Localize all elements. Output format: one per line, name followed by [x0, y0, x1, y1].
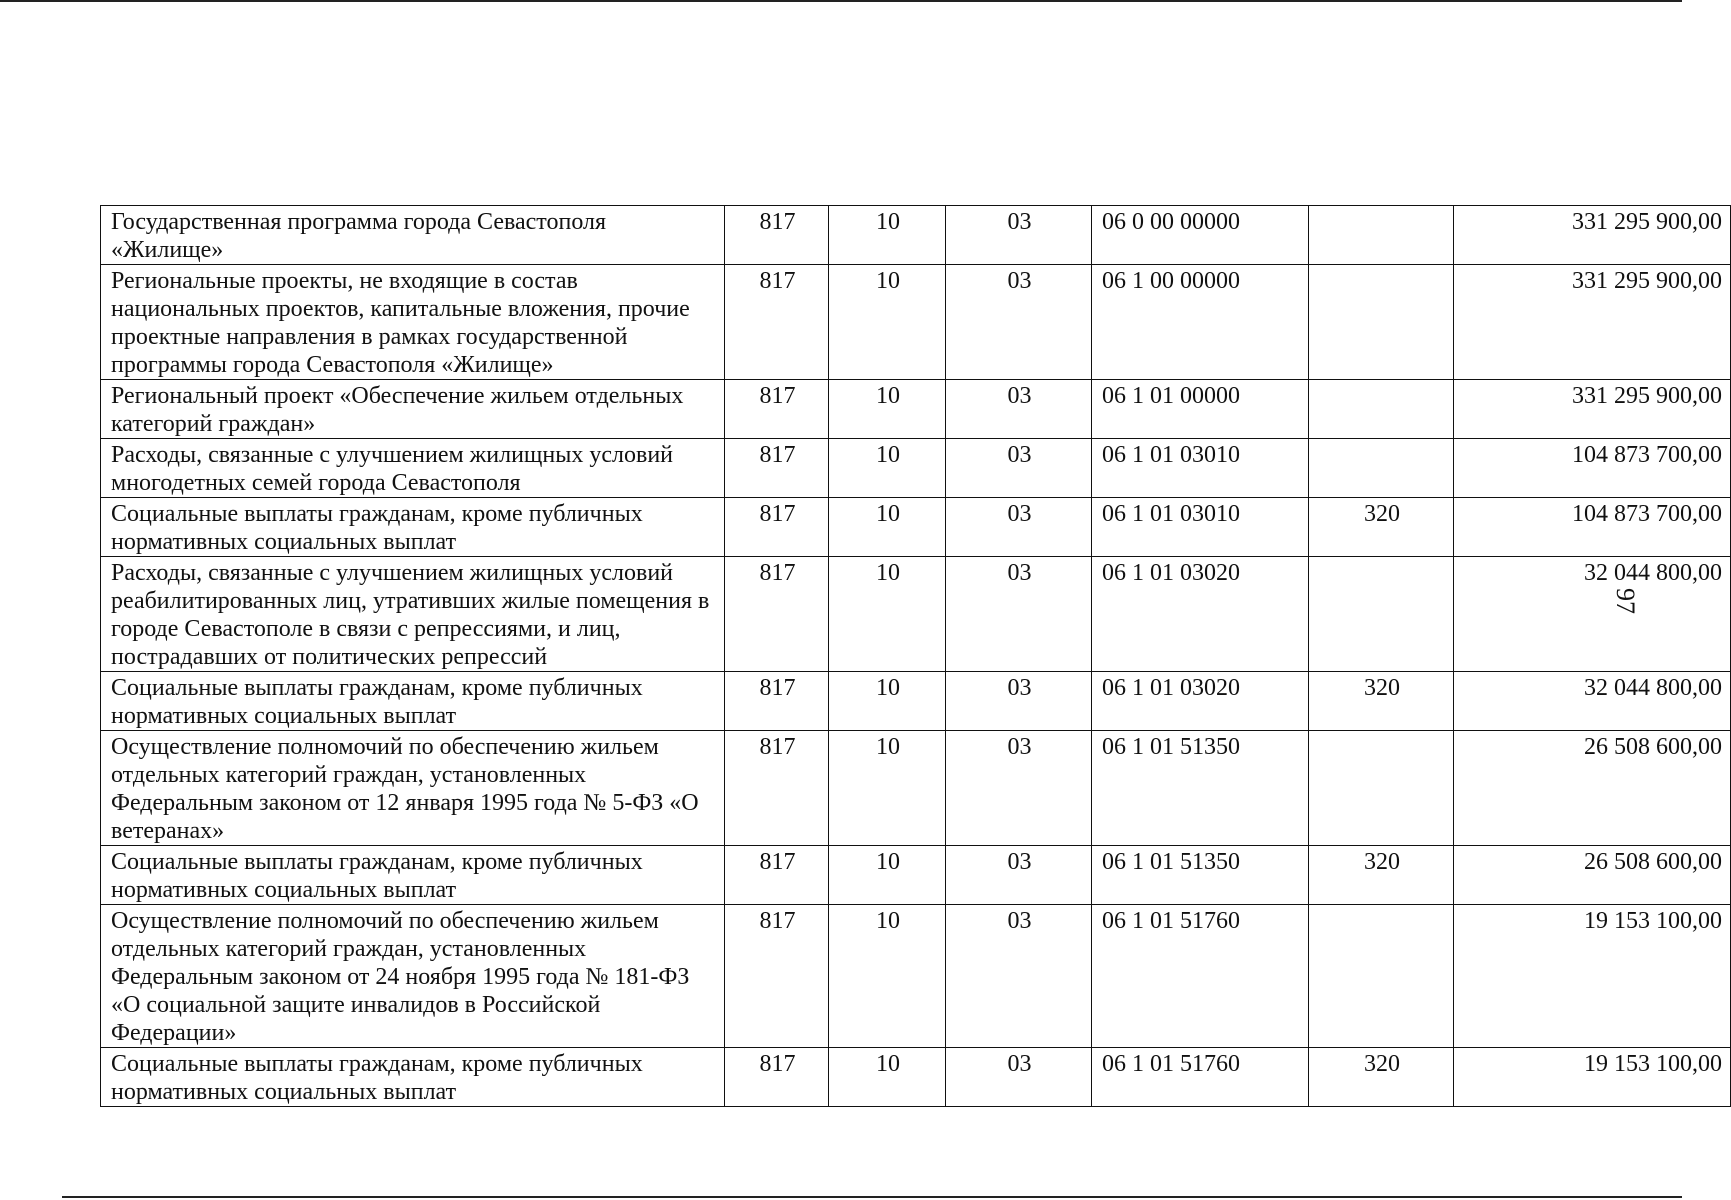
subsection-code-cell: 03 [946, 731, 1092, 846]
expense-type-cell [1309, 206, 1454, 265]
amount-cell: 104 873 700,00 [1454, 498, 1731, 557]
section-code-cell: 10 [829, 672, 946, 731]
table-row [101, 380, 1731, 439]
target-article-cell: 06 1 01 03010 [1092, 439, 1309, 498]
expense-type-cell [1309, 439, 1454, 498]
amount-cell: 104 873 700,00 [1454, 439, 1731, 498]
target-article-cell: 06 1 01 03020 [1092, 672, 1309, 731]
target-article-cell: 06 1 01 51760 [1092, 905, 1309, 1048]
table-row [101, 498, 1731, 557]
amount-cell: 331 295 900,00 [1454, 380, 1731, 439]
target-article-cell: 06 1 01 51350 [1092, 846, 1309, 905]
table-row [101, 1048, 1731, 1107]
expense-name-cell: Региональные проекты, не входящие в состав национальных проектов, капитальные вложения, прочие проектные направления в рамках государственной программы города Севастополя «Жилище» [101, 265, 725, 380]
page-bottom-border [62, 1196, 1682, 1198]
table-row [101, 905, 1731, 1048]
subsection-code-cell: 03 [946, 672, 1092, 731]
target-article-cell: 06 0 00 00000 [1092, 206, 1309, 265]
admin-code-cell: 817 [725, 206, 829, 265]
admin-code-cell: 817 [725, 498, 829, 557]
amount-cell: 26 508 600,00 [1454, 731, 1731, 846]
table-row [101, 439, 1731, 498]
expense-type-cell: 320 [1309, 672, 1454, 731]
admin-code-cell: 817 [725, 557, 829, 672]
section-code-cell: 10 [829, 846, 946, 905]
target-article-cell: 06 1 01 51760 [1092, 1048, 1309, 1107]
table-row [101, 265, 1731, 380]
admin-code-cell: 817 [725, 731, 829, 846]
admin-code-cell: 817 [725, 672, 829, 731]
amount-cell: 19 153 100,00 [1454, 1048, 1731, 1107]
section-code-cell: 10 [829, 498, 946, 557]
admin-code-cell: 817 [725, 439, 829, 498]
page-top-border [0, 0, 1682, 2]
section-code-cell: 10 [829, 905, 946, 1048]
amount-cell: 32 044 800,00 [1454, 557, 1731, 672]
expense-name-cell: Осуществление полномочий по обеспечению жильем отдельных категорий граждан, установленных Федеральным законом от 24 ноября 1995 года № 181-ФЗ «О социальной защите инвалидов в Российской Федерации» [101, 905, 725, 1048]
section-code-cell: 10 [829, 206, 946, 265]
admin-code-cell: 817 [725, 905, 829, 1048]
table-row [101, 846, 1731, 905]
section-code-cell: 10 [829, 265, 946, 380]
subsection-code-cell: 03 [946, 846, 1092, 905]
target-article-cell: 06 1 00 00000 [1092, 265, 1309, 380]
target-article-cell: 06 1 01 51350 [1092, 731, 1309, 846]
subsection-code-cell: 03 [946, 380, 1092, 439]
target-article-cell: 06 1 01 00000 [1092, 380, 1309, 439]
table-row [101, 731, 1731, 846]
expense-name-cell: Осуществление полномочий по обеспечению жильем отдельных категорий граждан, установленных Федеральным законом от 12 января 1995 года № 5-ФЗ «О ветеранах» [101, 731, 725, 846]
amount-cell: 331 295 900,00 [1454, 206, 1731, 265]
subsection-code-cell: 03 [946, 1048, 1092, 1107]
table-row [101, 557, 1731, 672]
expense-type-cell: 320 [1309, 846, 1454, 905]
expense-name-cell: Социальные выплаты гражданам, кроме публичных нормативных социальных выплат [101, 846, 725, 905]
amount-cell: 32 044 800,00 [1454, 672, 1731, 731]
subsection-code-cell: 03 [946, 905, 1092, 1048]
section-code-cell: 10 [829, 1048, 946, 1107]
expense-type-cell [1309, 905, 1454, 1048]
expense-name-cell: Социальные выплаты гражданам, кроме публичных нормативных социальных выплат [101, 1048, 725, 1107]
expense-name-cell: Региональный проект «Обеспечение жильем отдельных категорий граждан» [101, 380, 725, 439]
amount-cell: 331 295 900,00 [1454, 265, 1731, 380]
admin-code-cell: 817 [725, 846, 829, 905]
expense-type-cell: 320 [1309, 1048, 1454, 1107]
page-number: 97 [1611, 588, 1640, 614]
expense-name-cell: Социальные выплаты гражданам, кроме публичных нормативных социальных выплат [101, 672, 725, 731]
section-code-cell: 10 [829, 439, 946, 498]
admin-code-cell: 817 [725, 380, 829, 439]
expense-type-cell [1309, 557, 1454, 672]
subsection-code-cell: 03 [946, 498, 1092, 557]
section-code-cell: 10 [829, 731, 946, 846]
expense-type-cell: 320 [1309, 498, 1454, 557]
subsection-code-cell: 03 [946, 439, 1092, 498]
expense-name-cell: Государственная программа города Севастополя «Жилище» [101, 206, 725, 265]
table-row [101, 672, 1731, 731]
section-code-cell: 10 [829, 557, 946, 672]
subsection-code-cell: 03 [946, 265, 1092, 380]
amount-cell: 19 153 100,00 [1454, 905, 1731, 1048]
expense-type-cell [1309, 265, 1454, 380]
subsection-code-cell: 03 [946, 557, 1092, 672]
budget-table [100, 205, 1731, 1107]
amount-cell: 26 508 600,00 [1454, 846, 1731, 905]
expense-name-cell: Расходы, связанные с улучшением жилищных условий реабилитированных лиц, утративших жилые помещения в городе Севастополе в связи с репрессиями, и лиц, пострадавших от политических репрессий [101, 557, 725, 672]
section-code-cell: 10 [829, 380, 946, 439]
expense-type-cell [1309, 731, 1454, 846]
expense-name-cell: Расходы, связанные с улучшением жилищных условий многодетных семей города Севастополя [101, 439, 725, 498]
expense-type-cell [1309, 380, 1454, 439]
table-row [101, 206, 1731, 265]
admin-code-cell: 817 [725, 265, 829, 380]
target-article-cell: 06 1 01 03020 [1092, 557, 1309, 672]
expense-name-cell: Социальные выплаты гражданам, кроме публичных нормативных социальных выплат [101, 498, 725, 557]
target-article-cell: 06 1 01 03010 [1092, 498, 1309, 557]
subsection-code-cell: 03 [946, 206, 1092, 265]
admin-code-cell: 817 [725, 1048, 829, 1107]
